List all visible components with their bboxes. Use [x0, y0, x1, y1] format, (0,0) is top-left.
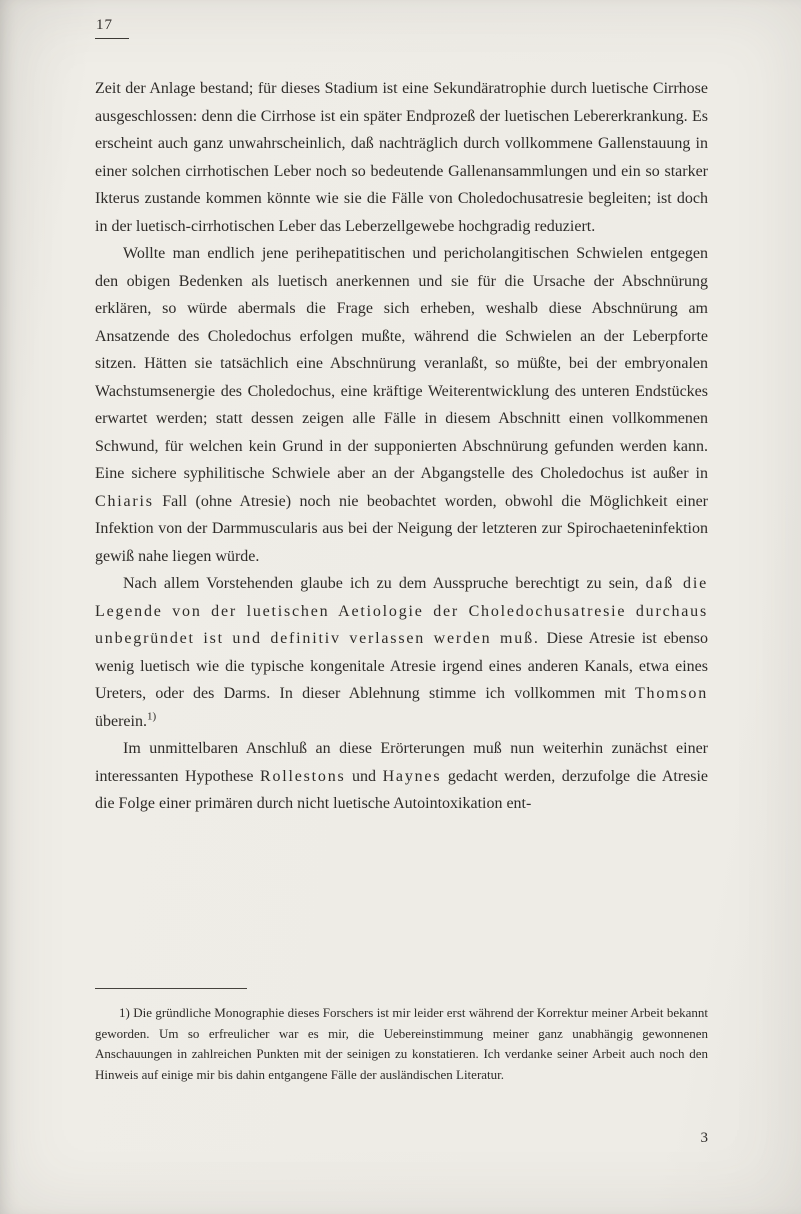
emphasized-statement: daß die Legende von der luetischen Aetiologie der Choledochusatresie durchaus unbegründet ist und definitiv verlassen werden muß.: [95, 575, 708, 647]
author-name-rolleston: Rollestons: [259, 767, 346, 785]
paragraph: [95, 570, 708, 735]
paragraph-continuation: [95, 75, 708, 240]
text-run: und: [345, 767, 383, 785]
paragraph: [95, 240, 708, 570]
author-name-chiari: Chiaris: [95, 492, 154, 510]
footnote-marker: 1): [119, 1005, 130, 1020]
text-run: Nach allem Vorstehenden glaube ich zu dem Ausspruche berechtigt zu sein,: [123, 575, 646, 592]
printers-signature-mark: 3: [700, 1130, 708, 1146]
paragraph: [95, 735, 708, 818]
text-run: Im unmittelbaren Anschluß an diese Erörterungen muß nun weiterhin zunächst einer interessanten Hypothese: [95, 740, 708, 785]
author-name-thomson: Thomson: [634, 685, 708, 702]
footnote-text: Die gründliche Monographie dieses Forschers ist mir leider erst während der Korrektur meiner Arbeit bekannt geworden. Um so erfreulicher war es mir, die Uebereinstimmung meiner ganz unabhängig gewonnenen Anschauungen in zahlreichen Punkten mit der seinigen zu konstatieren. Ich verdanke seiner Arbeit auch noch den Hinweis auf einige mir bis dahin entgangene Fälle der ausländischen Literatur.: [95, 1005, 708, 1082]
text-run: Wollte man endlich jene perihepatitischen und pericholangitischen Schwielen entgegen den obigen Bedenken als luetisch anerkennen und sie für die Ursache der Abschnürung erklären, so würde abermals die Frage sich erheben, weshalb diese Abschnürung am Ansatzende des Choledochus erfolgen mußte, während die Schwielen an der Leberpforte sitzen. Hätten sie tatsächlich eine Abschnürung veranlaßt, so müßte, bei der embryonalen Wachstumsenergie des Choledochus, eine kräftige Weiterentwicklung des unteren Endstückes erwartet werden; statt dessen zeigen alle Fälle in diesem Abschnitt einen vollkommenen Schwund, für welchen kein Grund in der supponierten Abschnürung gefunden werden kann. Eine sichere syphilitische Schwiele aber an der Abgangstelle des Choledochus ist außer in: [95, 245, 708, 482]
footnote-separator-rule: [95, 988, 247, 989]
text-run: überein.: [95, 712, 147, 730]
author-name-haynes: Haynes: [382, 767, 442, 785]
text-block: [95, 16, 708, 818]
page-number: 17: [95, 17, 129, 39]
footnote: [95, 1003, 708, 1085]
body-text: [95, 75, 708, 818]
text-run: Zeit der Anlage bestand; für dieses Stadium ist eine Sekundäratrophie durch luetische Cirrhose ausgeschlossen: denn die Cirrhose ist ein später Endprozeß der luetischen Lebererkrankung. Es erscheint auch ganz unwahrscheinlich, daß nachträglich durch vollkommene Gallenstauung in einer solchen cirrhotischen Leber noch so bedeutende Gallenansammlungen und ein so starker Ikterus zustande kommen könnte wie sie die Fälle von Choledochusatresie begleiten; ist doch in der luetisch-cirrhotischen Leber das Leberzellgewebe hochgradig reduziert.: [95, 80, 708, 235]
text-run: Fall (ohne Atresie) noch nie beobachtet worden, obwohl die Möglichkeit einer Infektion von der Darmmuscularis aus bei der Neigung der letzteren zur Spirochaeteninfektion gewiß nahe liegen würde.: [95, 492, 708, 565]
footnote-reference: 1): [146, 710, 157, 723]
text-run: gedacht werden, derzufolge die Atresie die Folge einer primären durch nicht luetische Autointoxikation ent-: [95, 767, 709, 812]
text-run: Diese Atresie ist ebenso wenig luetisch wie die typische kongenitale Atresie irgend eines anderen Kanals, etwa eines Ureters, oder des Darms. In dieser Ablehnung stimme ich vollkommen mit: [95, 630, 708, 702]
